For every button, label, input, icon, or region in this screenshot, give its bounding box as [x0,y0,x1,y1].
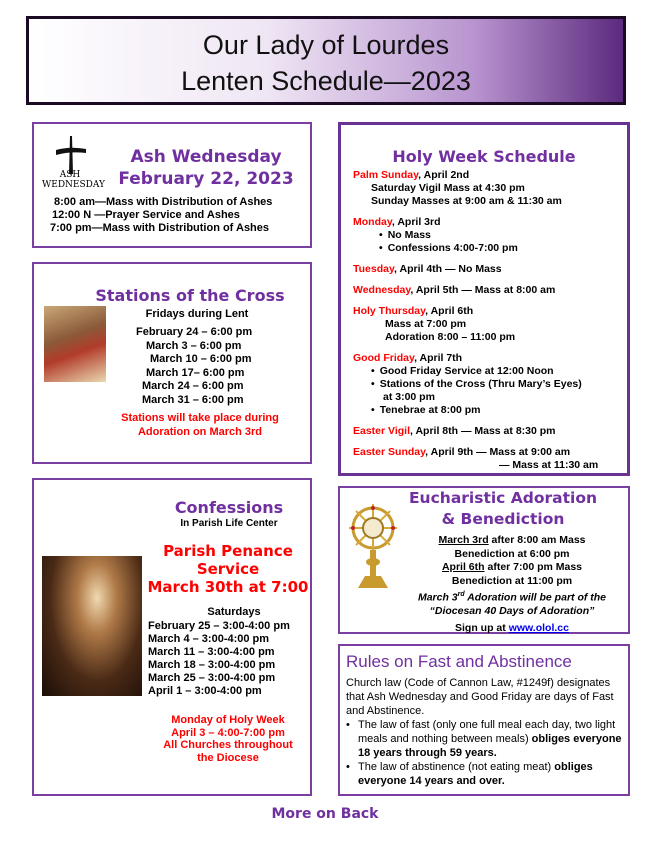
confession-image [42,556,142,696]
stations-subtitle: Fridays during Lent [145,308,249,320]
eucharistic-title: Eucharistic Adoration & Benediction [408,489,598,528]
stations-box [32,262,312,464]
confessions-title: Confessions [174,498,284,517]
monstrance-icon [346,504,400,590]
ash-wednesday-box [32,122,312,248]
stations-title: Stations of the Cross [95,286,285,305]
confessions-box [32,478,312,796]
fast-rule: • The law of fast (only one full meal each day, two light meals and nothing between meals) obliges everyone 18 years through 59 years. [346,718,628,760]
holy-week-monday-note: Monday of Holy Week April 3 – 4:00-7:00 pm All Churches throughout the Diocese [163,714,293,764]
holy-week-schedule: Palm Sunday, April 2nd Saturday Vigil Mass at 4:30 pm Sunday Masses at 9:00 am & 11:30 am Monday, April 3rd • No Mass • Confessions 4:00-7:00 pm Tuesday, April 4th — No Mass Wednesday, April 5th — Mass at 8:00 am Holy Thursday, April 6th Mass at 7:00 pm Adoration 8:00 – 11:00 pm Good Friday, April 7th • Good Friday Service at 12:00 Noon • Stations of the Cross (Thru Mary’s Eyes) at 3:00 pm • Tenebrae at 8:00 pm Easter Vigil, April 8th — Mass at 8:30 pm Easter Sunday, April 9th — Mass at 9:00 am — Mass at 11:30 am [353,169,629,472]
adoration-schedule: March 3rd after 8:00 am Mass Benediction at 6:00 pm April 6th after 7:00 pm Mass Benediction at 11:00 pm March 3rd Adoration will be part of the “Diocesan 40 Days of Adoration” Sign up at www.olol.cc [417,534,607,634]
stations-note: Stations will take place during Adoration on March 3rd [121,412,279,438]
parish-name: Our Lady of Lourdes [202,30,450,60]
eucharistic-box [338,486,630,634]
more-on-back: More on Back [271,806,379,822]
stations-dates: February 24 – 6:00 pm March 3 – 6:00 pm March 10 – 6:00 pm March 17– 6:00 pm March 24 – 6:00 pm March 31 – 6:00 pm [136,326,253,406]
rules-title: Rules on Fast and Abstinence [346,652,572,671]
ash-wednesday-logo: ASH WEDNESDAY [42,170,105,190]
ash-wednesday-times: 8:00 am—Mass with Distribution of Ashes 12:00 N —Prayer Service and Ashes 7:00 pm—Mass with Distribution of Ashes [50,196,273,234]
confessions-subtitle: In Parish Life Center [180,518,278,529]
confession-times: February 25 – 3:00-4:00 pm March 4 – 3:00-4:00 pm March 11 – 3:00-4:00 pm March 18 – 3:00-4:00 pm March 25 – 3:00-4:00 pm April 1 – 3:00-4:00 pm [148,620,290,697]
rules-body [346,676,628,788]
holy-week-title: Holy Week Schedule [392,147,576,166]
stations-image [44,306,106,382]
abstinence-rule: • The law of abstinence (not eating meat) obliges everyone 14 years and over. [346,760,628,788]
saturdays-label: Saturdays [207,606,261,618]
penance-service: Parish Penance Service March 30th at 7:00 [147,542,309,596]
schedule-title: Lenten Schedule—2023 [181,66,471,96]
holy-week-box [338,122,630,476]
ash-wednesday-title: Ash Wednesday February 22, 2023 [118,147,294,189]
fast-abstinence-box [338,644,630,796]
olol-link[interactable]: www.olol.cc [508,621,569,634]
rules-intro: Church law (Code of Cannon Law, #1249f) designates that Ash Wednesday and Good Friday are days of Fast and Abstinence. [346,677,614,717]
title-banner [26,16,626,105]
